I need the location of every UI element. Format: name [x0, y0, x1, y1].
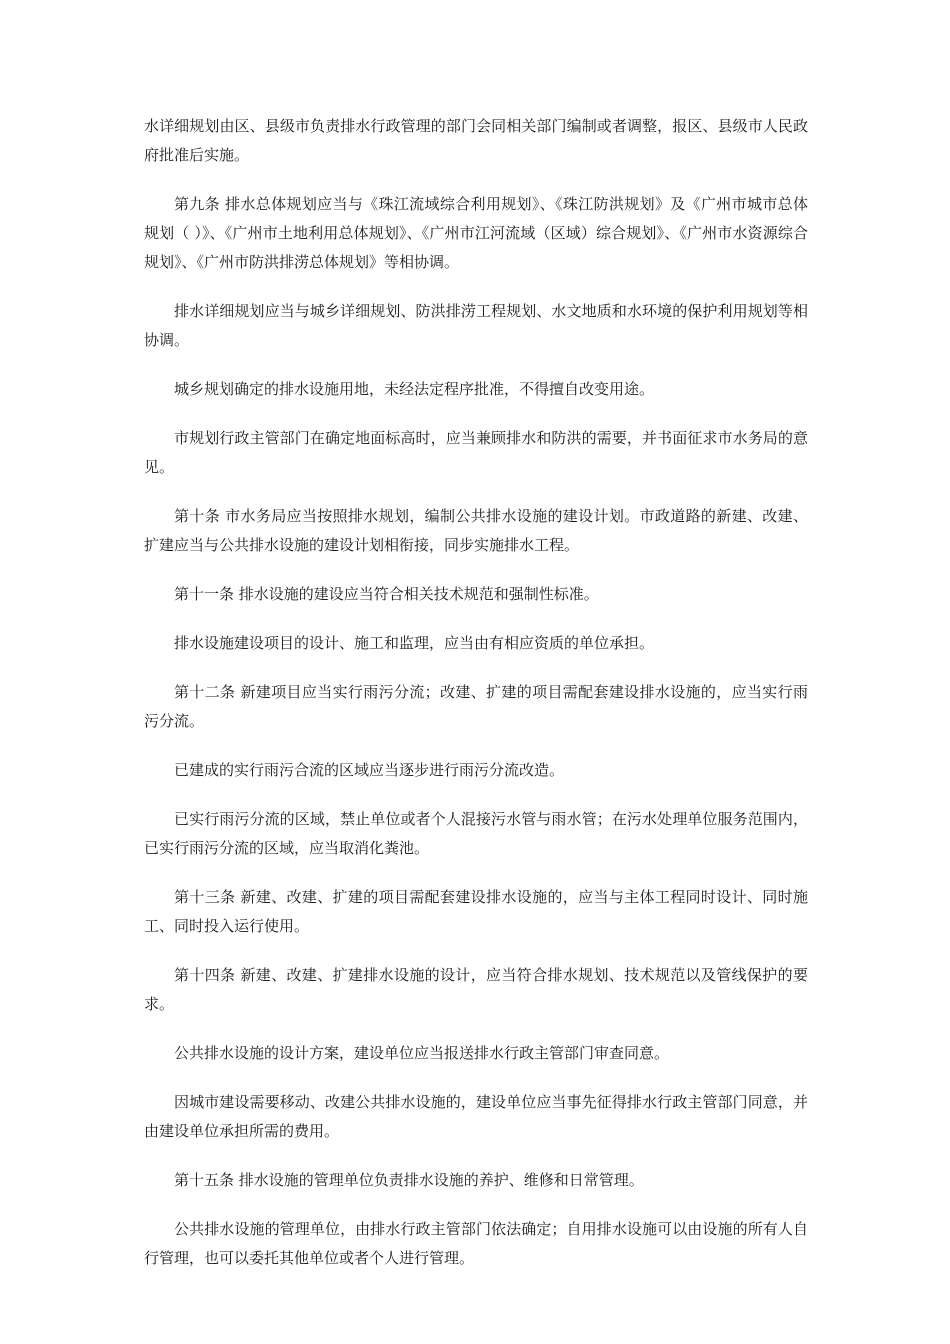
paragraph-article-10: 第十条 市水务局应当按照排水规划，编制公共排水设施的建设计划。市政道路的新建、改建、扩建应当与公共排水设施的建设计划相衔接，同步实施排水工程。	[144, 507, 808, 554]
paragraph-article-12: 第十二条 新建项目应当实行雨污分流；改建、扩建的项目需配套建设排水设施的，应当实行雨污分流。	[144, 683, 808, 730]
paragraph: 市规划行政主管部门在确定地面标高时，应当兼顾排水和防洪的需要，并书面征求市水务局的意见。	[144, 429, 808, 476]
paragraph-continuation: 水详细规划由区、县级市负责排水行政管理的部门会同相关部门编制或者调整，报区、县级市人民政府批准后实施。	[144, 117, 808, 164]
paragraph: 城乡规划确定的排水设施用地，未经法定程序批准，不得擅自改变用途。	[174, 380, 655, 398]
paragraph-article-15: 第十五条 排水设施的管理单位负责排水设施的养护、维修和日常管理。	[174, 1171, 644, 1189]
paragraph: 已实行雨污分流的区域，禁止单位或者个人混接污水管与雨水管；在污水处理单位服务范围内，已实行雨污分流的区域，应当取消化粪池。	[144, 810, 808, 857]
paragraph: 因城市建设需要移动、改建公共排水设施的，建设单位应当事先征得排水行政主管部门同意，并由建设单位承担所需的费用。	[144, 1093, 808, 1140]
paragraph: 排水设施建设项目的设计、施工和监理，应当由有相应资质的单位承担。	[174, 634, 655, 652]
paragraph-article-13: 第十三条 新建、改建、扩建的项目需配套建设排水设施的，应当与主体工程同时设计、同时施工、同时投入运行使用。	[144, 888, 808, 935]
paragraph: 排水详细规划应当与城乡详细规划、防洪排涝工程规划、水文地质和水环境的保护利用规划等相协调。	[144, 302, 808, 349]
paragraph: 公共排水设施的管理单位，由排水行政主管部门依法确定；自用排水设施可以由设施的所有人自行管理，也可以委托其他单位或者个人进行管理。	[144, 1220, 808, 1267]
paragraph-article-14: 第十四条 新建、改建、扩建排水设施的设计，应当符合排水规划、技术规范以及管线保护的要求。	[144, 966, 808, 1013]
paragraph-article-11: 第十一条 排水设施的建设应当符合相关技术规范和强制性标准。	[174, 585, 599, 603]
paragraph: 公共排水设施的设计方案，建设单位应当报送排水行政主管部门审查同意。	[174, 1044, 670, 1062]
document-page	[144, 112, 808, 1293]
paragraph-article-9: 第九条 排水总体规划应当与《珠江流域综合利用规划》、《珠江防洪规划》及《广州市城市总体规划（ ）》、《广州市土地利用总体规划》、《广州市江河流域（区域）综合规划》、《广州市水资源综合规划》、《广州市防洪排涝总体规划》等相协调。	[144, 195, 808, 271]
paragraph: 已建成的实行雨污合流的区域应当逐步进行雨污分流改造。	[174, 761, 565, 779]
